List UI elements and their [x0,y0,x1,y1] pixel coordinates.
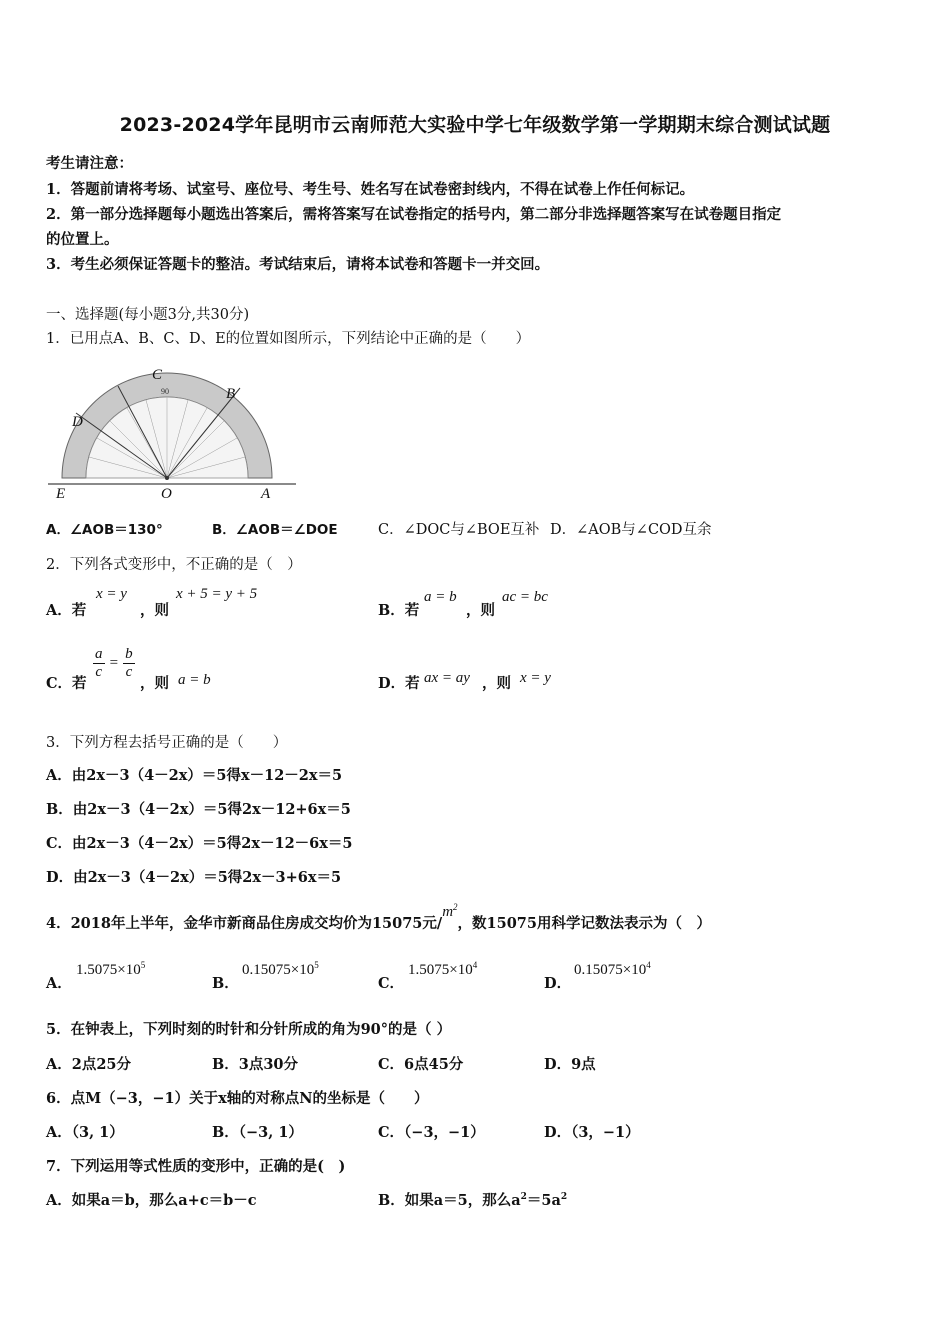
notice-item-2: 2．第一部分选择题每小题选出答案后，需将答案写在试卷指定的括号内，第二部分非选择题答案写在试卷题目指定 [46,206,782,223]
q1-option-c: C．∠DOC与∠BOE互补 [378,522,540,538]
unit-square-meter: $m^2$ [442,902,458,920]
label-d: D [72,414,83,430]
q4-label-b: B． [212,975,239,992]
q6-option-a: A．（3, 1） [46,1124,124,1141]
q4-value-d: $0.15075\times 10^4$ [574,960,651,978]
question-7-stem: 7．下列运用等式性质的变形中，正确的是( ) [46,1158,346,1175]
q1-option-a: A．∠AOB＝130° [46,522,163,538]
q4-value-b: $0.15075\times 10^5$ [242,960,319,978]
question-5-stem: 5．在钟表上，下列时刻的时针和分针所成的角为90°的是（ ） [46,1021,452,1038]
question-6-stem: 6．点M（−3，−1）关于x轴的对称点N的坐标是（ ） [46,1090,429,1107]
q2-a-then: ，则 [140,602,169,619]
label-e: E [56,486,66,502]
q4-label-d: D． [544,975,572,992]
q4-value-a: $1.5075\times 10^5$ [76,960,146,978]
notice-heading: 考生请注意： [46,155,133,172]
question-3-stem: 3．下列方程去括号正确的是（ ） [46,735,288,751]
q3-option-c: C．由2x－3（4－2x）＝5得2x－12－6x＝5 [46,835,353,852]
q2-c-then: ，则 [140,675,169,692]
protractor-scale-top: 90 [161,387,169,396]
q2-c-condition: $\frac{a}{c}$ = $\frac{b}{c}$ [95,646,133,680]
q4-value-c: $1.5075\times 10^4$ [408,960,478,978]
page-title: 2023-2024学年昆明市云南师范大实验中学七年级数学第一学期期末综合测试试题 [119,114,831,136]
notice-item-3: 3．考生必须保证答题卡的整洁。考试结束后，请将本试卷和答题卡一并交回。 [46,256,550,273]
q2-c-result: a = b [178,672,211,688]
notice-item-2-cont: 的位置上。 [46,231,119,248]
q6-option-b: B．（−3, 1） [212,1124,303,1141]
q2-b-condition: a = b [424,589,457,605]
q7-option-a: A．如果a＝b，那么a+c＝b－c [46,1192,257,1209]
protractor-figure [48,358,298,504]
q4-label-a: A． [46,975,72,992]
q5-option-a: A．2点25分 [46,1056,132,1073]
q6-option-c: C．（−3，−1） [378,1124,485,1141]
label-a: A [261,486,271,502]
fraction-b-over-c: $\frac{b}{c}$ [125,646,133,680]
q2-a-result: x + 5 = y + 5 [176,586,258,602]
q6-option-d: D．（3，−1） [544,1124,640,1141]
fraction-a-over-c: $\frac{a}{c}$ [95,646,103,680]
q7-option-b: B．如果a＝5，那么$a^2=5a^2$ [378,1192,568,1209]
q1-option-d: D．∠AOB与∠COD互余 [550,522,712,538]
q2-d-condition: ax = ay [424,670,470,686]
q2-c-prefix: C．若 [46,675,87,692]
q2-b-result: ac = bc [502,589,548,605]
q2-a-condition: x = y [96,586,127,602]
q2-a-prefix: A．若 [46,602,87,619]
section-heading: 一、选择题(每小题3分,共30分) [46,307,250,323]
q2-b-prefix: B．若 [378,602,420,619]
q2-d-then: ，则 [482,675,511,692]
q3-option-d: D．由2x－3（4－2x）＝5得2x－3+6x＝5 [46,869,342,886]
q3-option-b: B．由2x－3（4－2x）＝5得2x－12+6x＝5 [46,801,351,818]
question-4-stem: 4．2018年上半年，金华市新商品住房成交均价为15075元$/m^2$，数15075用科学记数法表示为（ ） [46,902,711,932]
q5-option-d: D．9点 [544,1056,596,1073]
q2-b-then: ，则 [466,602,495,619]
q5-option-b: B．3点30分 [212,1056,299,1073]
q4-label-c: C． [378,975,405,992]
question-1-stem: 1．已用点A、B、C、D、E的位置如图所示，下列结论中正确的是（ ） [46,331,531,347]
label-c: C [152,367,163,383]
q1-option-b: B．∠AOB＝∠DOE [212,522,338,538]
label-o: O [161,486,172,502]
label-b: B [226,386,236,402]
q3-option-a: A．由2x－3（4－2x）＝5得x－12－2x＝5 [46,767,343,784]
question-2-stem: 2．下列各式变形中，不正确的是（ ） [46,557,302,573]
notice-item-1: 1．答题前请将考场、试室号、座位号、考生号、姓名写在试卷密封线内，不得在试卷上作任何标记。 [46,181,695,198]
q5-option-c: C．6点45分 [378,1056,464,1073]
q2-d-prefix: D．若 [378,675,420,692]
q2-d-result: x = y [520,670,551,686]
